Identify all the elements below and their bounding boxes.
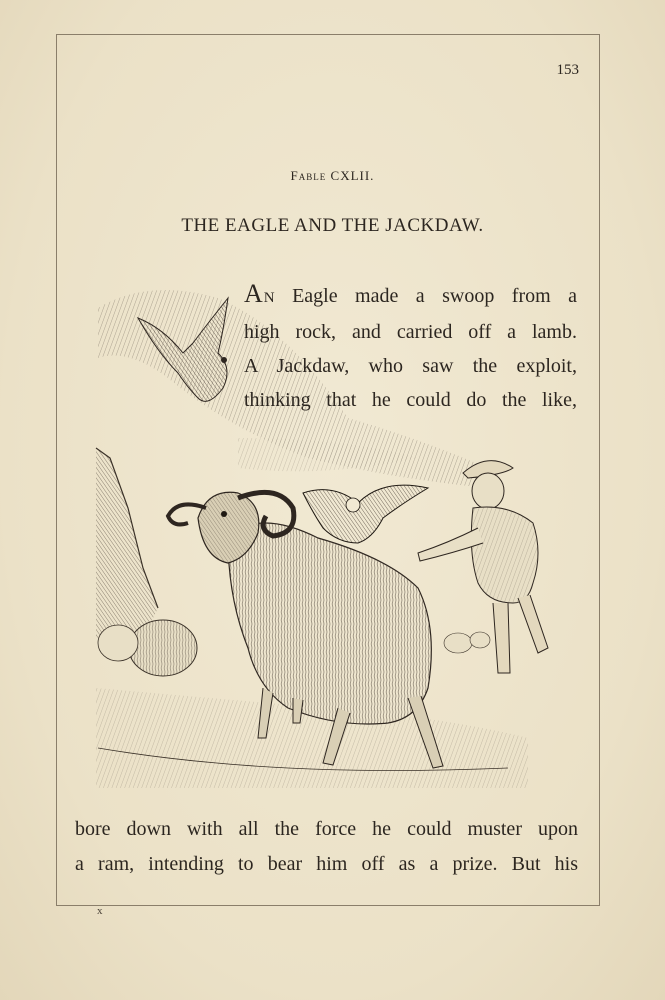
jackdaw-figure xyxy=(303,485,428,543)
fable-number: Fable CXLII. xyxy=(290,168,375,183)
cliff xyxy=(96,448,158,638)
drop-cap-smallcap: N xyxy=(263,290,275,306)
drop-cap: A xyxy=(244,279,264,308)
body-line-2: a ram, intending to bear him off as a prize. But his xyxy=(75,853,578,875)
intro-line-4: thinking that he could do the like, xyxy=(244,389,577,411)
intro-line-2: high rock, and carried off a lamb. xyxy=(244,321,577,343)
body-paragraph xyxy=(75,812,578,882)
intro-line-1 xyxy=(244,277,577,315)
body-line-1: bore down with all the force he could muster upon xyxy=(75,818,578,840)
intro-line-1-text: Eagle made a swoop from a xyxy=(274,285,577,307)
intro-paragraph xyxy=(244,277,577,417)
fable-title: THE EAGLE AND THE JACKDAW. xyxy=(181,215,484,236)
signature-mark: x xyxy=(97,905,103,917)
page-number: 153 xyxy=(556,62,579,78)
intro-line-3: A Jackdaw, who saw the exploit, xyxy=(244,355,577,377)
